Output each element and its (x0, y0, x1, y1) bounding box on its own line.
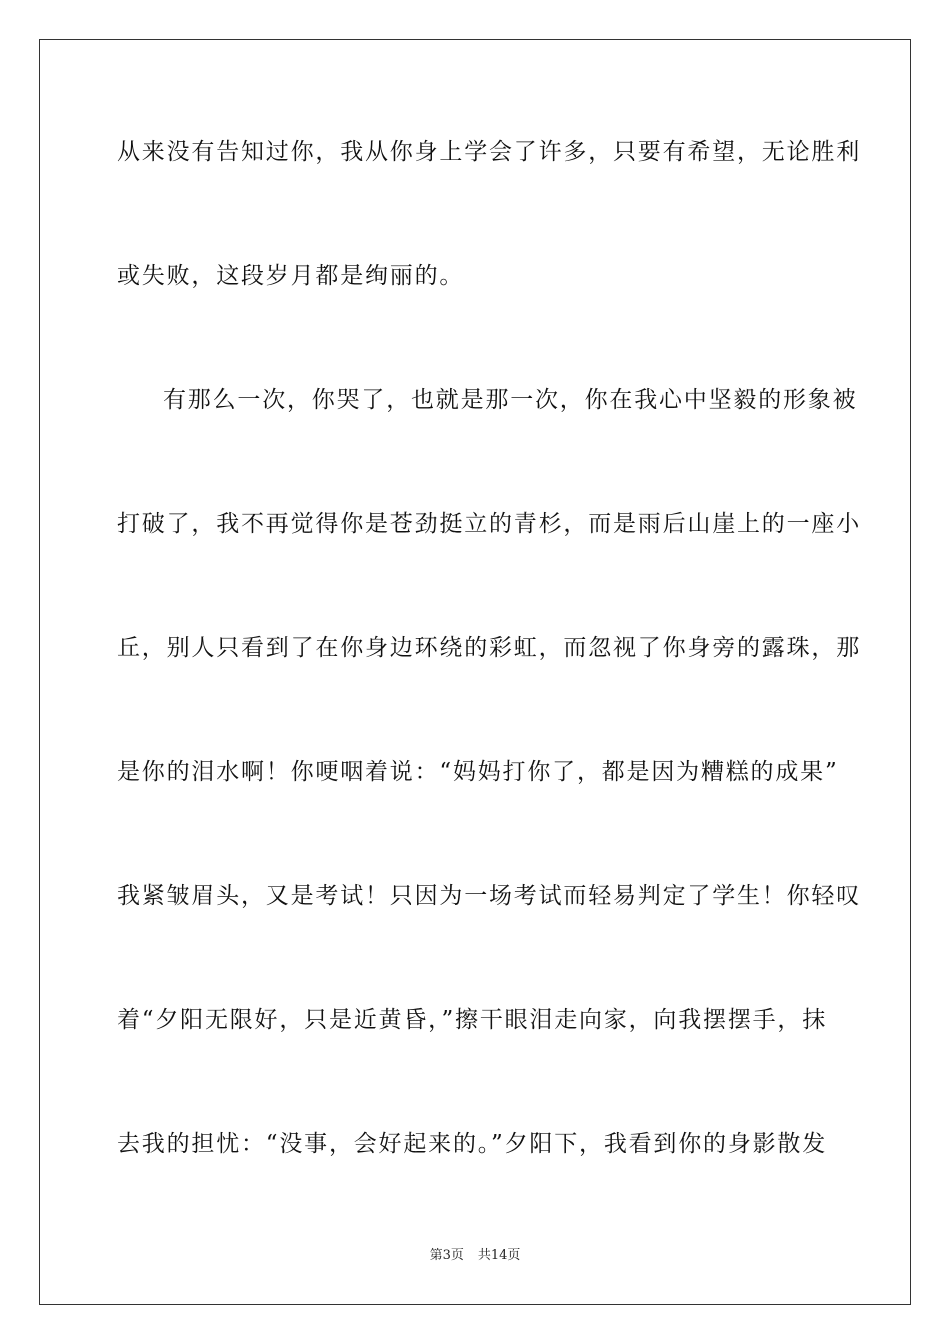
body-line-9: 去我的担忧：“没事，会好起来的。”夕阳下，我看到你的身影散发 (117, 1131, 828, 1157)
body-line-7: 我紧皱眉头，又是考试！只因为一场考试而轻易判定了学生！你轻叹 (117, 883, 861, 909)
body-line-4: 打破了，我不再觉得你是苍劲挺立的青杉，而是雨后山崖上的一座小 (117, 511, 861, 537)
body-line-6: 是你的泪水啊！你哽咽着说：“妈妈打你了，都是因为糟糕的成果” (117, 759, 839, 785)
page-frame (39, 39, 911, 1305)
body-line-1: 从来没有告知过你，我从你身上学会了许多，只要有希望，无论胜利 (117, 139, 861, 165)
page-footer (0, 1247, 950, 1265)
body-line-5: 丘，别人只看到了在你身边环绕的彩虹，而忽视了你身旁的露珠，那 (117, 635, 861, 661)
page-number: 第3页 (429, 1248, 464, 1263)
body-line-8: 着“夕阳无限好，只是近黄昏，”擦干眼泪走向家，向我摆摆手，抹 (117, 1007, 828, 1033)
body-line-3: 有那么一次，你哭了，也就是那一次，你在我心中坚毅的形象被 (163, 387, 858, 413)
total-pages: 共14页 (477, 1248, 521, 1263)
body-line-2: 或失败，这段岁月都是绚丽的。 (117, 263, 465, 289)
